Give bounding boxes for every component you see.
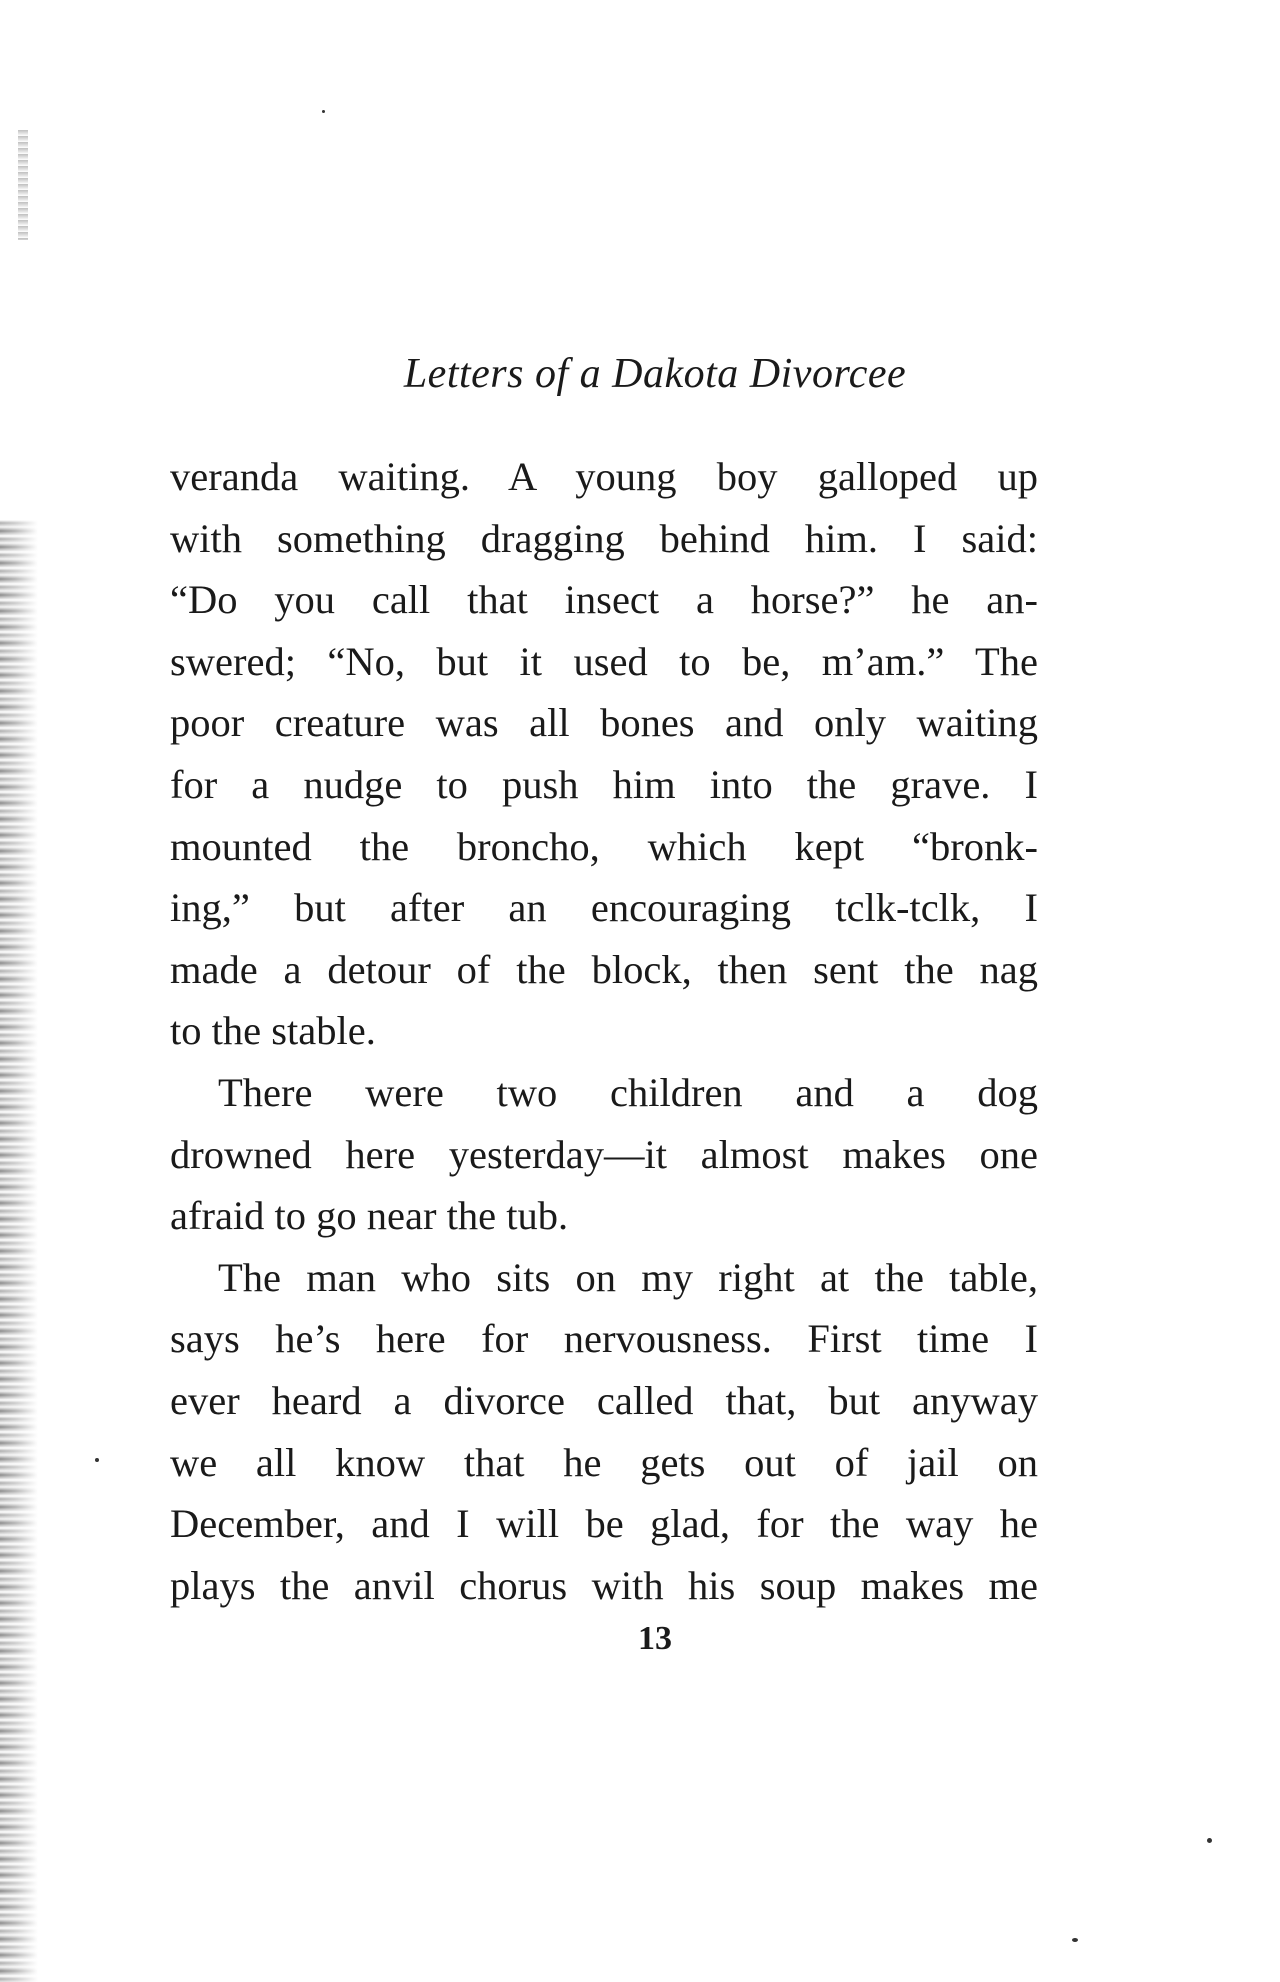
scan-speck [95,1458,99,1462]
text-line: mounted the broncho, which kept “bronk- [170,823,1038,869]
text-line: poor creature was all bones and only waiting [170,700,1038,746]
text-line: with something dragging behind him. I said: [170,515,1038,561]
text-line: made a detour of the block, then sent the nag [170,946,1038,992]
scan-speck [1072,1938,1078,1942]
text-line: The man who sits on my right at the table, [218,1254,1038,1300]
text-line: December, and I will be glad, for the way he [170,1501,1038,1547]
scanned-binding-edge-top [18,130,28,240]
scan-speck [1207,1838,1212,1843]
text-line: veranda waiting. A young boy galloped up [170,454,1038,499]
text-line: “Do you call that insect a horse?” he an- [170,577,1038,623]
running-head: Letters of a Dakota Divorcee [403,351,907,397]
text-line: says he’s here for nervousness. First time I [170,1316,1038,1362]
text-line: we all know that he gets out of jail on [170,1439,1038,1485]
text-line: ever heard a divorce called that, but anyway [170,1377,1038,1423]
body-text [170,446,1038,1616]
page-number: 13 [638,1620,672,1657]
text-line: drowned here yesterday—it almost makes one [170,1131,1038,1177]
text-line: afraid to go near the tub. [170,1193,569,1239]
text-line: ing,” but after an encouraging tclk-tclk, I [170,885,1038,931]
scanned-binding-edge [0,520,38,1982]
text-line: to the stable. [170,1008,376,1054]
scan-speck [322,110,325,113]
text-line: There were two children and a dog [218,1069,1038,1115]
text-line: swered; “No, but it used to be, m’am.” The [170,638,1038,684]
text-line: for a nudge to push him into the grave. I [170,761,1038,807]
text-line: plays the anvil chorus with his soup makes me [170,1562,1038,1608]
